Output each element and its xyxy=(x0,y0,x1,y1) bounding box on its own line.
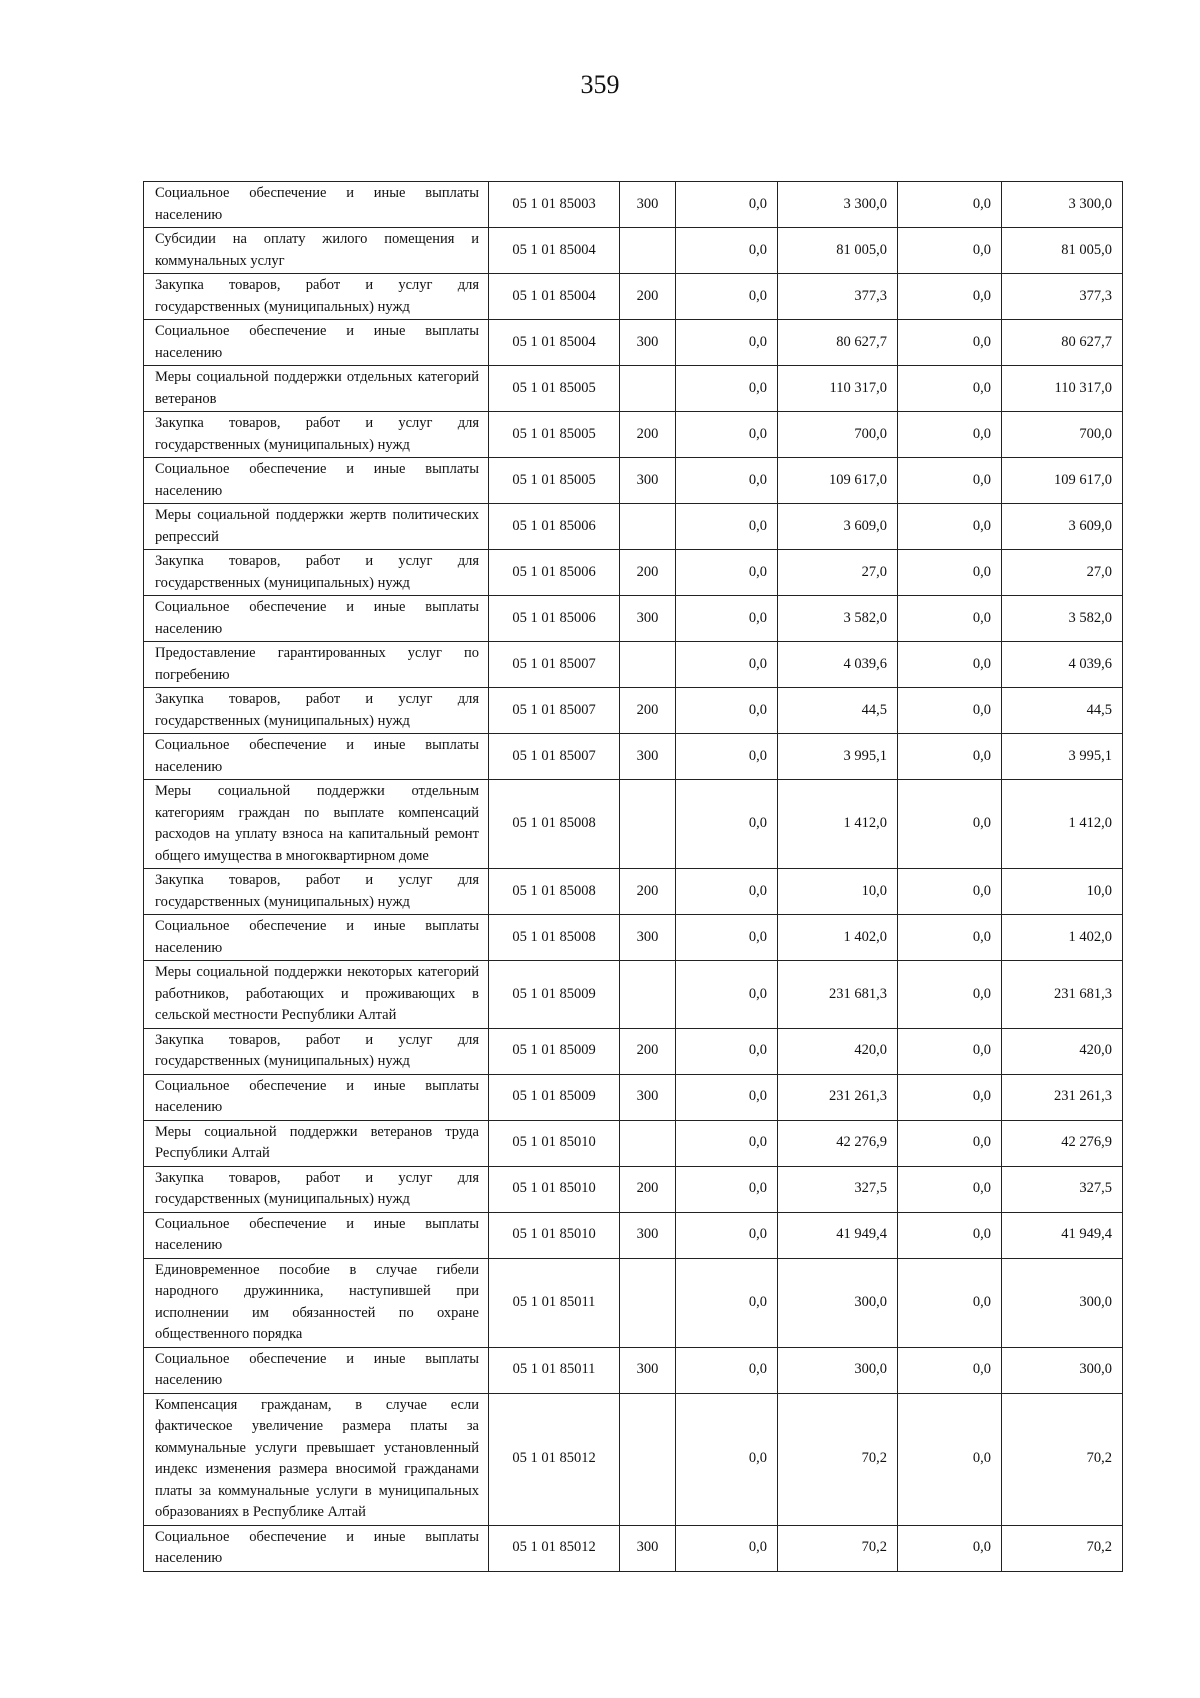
row-value-1-cell: 0,0 xyxy=(676,182,778,228)
row-value-2-cell: 3 995,1 xyxy=(778,734,898,780)
row-value-3-cell: 0,0 xyxy=(898,869,1002,915)
row-value-1-cell: 0,0 xyxy=(676,274,778,320)
row-type-cell: 200 xyxy=(620,869,676,915)
row-code-cell: 05 1 01 85011 xyxy=(489,1347,620,1393)
row-value-1-cell: 0,0 xyxy=(676,869,778,915)
row-value-1-cell: 0,0 xyxy=(676,1120,778,1166)
row-name-cell: Социальное обеспечение и иные выплаты населению xyxy=(144,596,489,642)
row-value-2-cell: 420,0 xyxy=(778,1028,898,1074)
row-name-cell: Меры социальной поддержки отдельным категориям граждан по выплате компенсаций расходов на уплату взноса на капитальный ремонт общего имущества в многоквартирном доме xyxy=(144,780,489,869)
row-type-cell: 200 xyxy=(620,1028,676,1074)
row-value-3-cell: 0,0 xyxy=(898,504,1002,550)
table-row xyxy=(144,915,1123,961)
row-value-4-cell: 3 300,0 xyxy=(1002,182,1123,228)
row-code-cell: 05 1 01 85008 xyxy=(489,869,620,915)
row-value-4-cell: 4 039,6 xyxy=(1002,642,1123,688)
row-type-cell: 300 xyxy=(620,320,676,366)
row-value-3-cell: 0,0 xyxy=(898,1120,1002,1166)
row-value-1-cell: 0,0 xyxy=(676,228,778,274)
table-row xyxy=(144,596,1123,642)
row-value-3-cell: 0,0 xyxy=(898,1212,1002,1258)
table-row xyxy=(144,550,1123,596)
table-row xyxy=(144,688,1123,734)
row-type-cell xyxy=(620,642,676,688)
row-type-cell: 200 xyxy=(620,688,676,734)
table-row xyxy=(144,504,1123,550)
row-value-4-cell: 41 949,4 xyxy=(1002,1212,1123,1258)
row-value-2-cell: 4 039,6 xyxy=(778,642,898,688)
row-value-2-cell: 42 276,9 xyxy=(778,1120,898,1166)
row-value-2-cell: 10,0 xyxy=(778,869,898,915)
row-code-cell: 05 1 01 85003 xyxy=(489,182,620,228)
row-value-2-cell: 300,0 xyxy=(778,1258,898,1347)
row-value-4-cell: 420,0 xyxy=(1002,1028,1123,1074)
row-type-cell xyxy=(620,366,676,412)
row-code-cell: 05 1 01 85012 xyxy=(489,1525,620,1571)
row-type-cell: 200 xyxy=(620,550,676,596)
row-value-3-cell: 0,0 xyxy=(898,734,1002,780)
row-name-cell: Социальное обеспечение и иные выплаты населению xyxy=(144,734,489,780)
row-value-4-cell: 80 627,7 xyxy=(1002,320,1123,366)
row-name-cell: Закупка товаров, работ и услуг для государственных (муниципальных) нужд xyxy=(144,1166,489,1212)
row-type-cell xyxy=(620,780,676,869)
row-code-cell: 05 1 01 85010 xyxy=(489,1212,620,1258)
row-value-2-cell: 70,2 xyxy=(778,1525,898,1571)
row-code-cell: 05 1 01 85004 xyxy=(489,228,620,274)
table-row xyxy=(144,1074,1123,1120)
row-value-2-cell: 70,2 xyxy=(778,1393,898,1525)
row-type-cell xyxy=(620,1258,676,1347)
row-value-1-cell: 0,0 xyxy=(676,1212,778,1258)
row-name-cell: Социальное обеспечение и иные выплаты населению xyxy=(144,915,489,961)
row-code-cell: 05 1 01 85010 xyxy=(489,1166,620,1212)
row-name-cell: Единовременное пособие в случае гибели народного дружинника, наступившей при исполнении им обязанностей по охране общественного порядка xyxy=(144,1258,489,1347)
row-value-3-cell: 0,0 xyxy=(898,1258,1002,1347)
row-value-1-cell: 0,0 xyxy=(676,1525,778,1571)
table-row xyxy=(144,320,1123,366)
row-value-2-cell: 27,0 xyxy=(778,550,898,596)
row-value-1-cell: 0,0 xyxy=(676,961,778,1029)
row-value-2-cell: 1 412,0 xyxy=(778,780,898,869)
row-name-cell: Социальное обеспечение и иные выплаты населению xyxy=(144,320,489,366)
row-name-cell: Социальное обеспечение и иные выплаты населению xyxy=(144,458,489,504)
row-type-cell: 300 xyxy=(620,1347,676,1393)
table-row xyxy=(144,1120,1123,1166)
row-name-cell: Закупка товаров, работ и услуг для государственных (муниципальных) нужд xyxy=(144,1028,489,1074)
row-code-cell: 05 1 01 85005 xyxy=(489,458,620,504)
row-type-cell: 200 xyxy=(620,412,676,458)
row-code-cell: 05 1 01 85005 xyxy=(489,366,620,412)
table-row xyxy=(144,412,1123,458)
row-value-4-cell: 1 412,0 xyxy=(1002,780,1123,869)
row-value-4-cell: 44,5 xyxy=(1002,688,1123,734)
row-value-2-cell: 41 949,4 xyxy=(778,1212,898,1258)
row-value-2-cell: 80 627,7 xyxy=(778,320,898,366)
row-name-cell: Компенсация гражданам, в случае если фактическое увеличение размера платы за коммунальные услуги превышает установленный индекс изменения размера вносимой гражданами платы за коммунальные услуги в муниципальных образованиях в Республике Алтай xyxy=(144,1393,489,1525)
row-type-cell: 300 xyxy=(620,1212,676,1258)
row-value-4-cell: 327,5 xyxy=(1002,1166,1123,1212)
row-value-3-cell: 0,0 xyxy=(898,915,1002,961)
row-code-cell: 05 1 01 85011 xyxy=(489,1258,620,1347)
row-value-4-cell: 10,0 xyxy=(1002,869,1123,915)
row-value-1-cell: 0,0 xyxy=(676,458,778,504)
table-row xyxy=(144,1212,1123,1258)
row-value-1-cell: 0,0 xyxy=(676,1258,778,1347)
table-row xyxy=(144,1166,1123,1212)
row-value-1-cell: 0,0 xyxy=(676,915,778,961)
row-type-cell: 300 xyxy=(620,182,676,228)
row-value-4-cell: 231 261,3 xyxy=(1002,1074,1123,1120)
row-value-2-cell: 44,5 xyxy=(778,688,898,734)
table-row xyxy=(144,642,1123,688)
row-name-cell: Меры социальной поддержки ветеранов труда Республики Алтай xyxy=(144,1120,489,1166)
row-value-2-cell: 81 005,0 xyxy=(778,228,898,274)
row-code-cell: 05 1 01 85008 xyxy=(489,780,620,869)
table-row xyxy=(144,366,1123,412)
row-value-4-cell: 27,0 xyxy=(1002,550,1123,596)
row-value-4-cell: 70,2 xyxy=(1002,1525,1123,1571)
row-value-4-cell: 300,0 xyxy=(1002,1258,1123,1347)
row-value-2-cell: 300,0 xyxy=(778,1347,898,1393)
row-value-2-cell: 700,0 xyxy=(778,412,898,458)
row-value-3-cell: 0,0 xyxy=(898,458,1002,504)
row-type-cell: 200 xyxy=(620,1166,676,1212)
row-name-cell: Меры социальной поддержки отдельных категорий ветеранов xyxy=(144,366,489,412)
row-code-cell: 05 1 01 85009 xyxy=(489,1074,620,1120)
row-name-cell: Социальное обеспечение и иные выплаты населению xyxy=(144,182,489,228)
row-type-cell xyxy=(620,1393,676,1525)
row-value-1-cell: 0,0 xyxy=(676,412,778,458)
table-row xyxy=(144,274,1123,320)
row-value-1-cell: 0,0 xyxy=(676,550,778,596)
row-value-2-cell: 110 317,0 xyxy=(778,366,898,412)
row-value-3-cell: 0,0 xyxy=(898,1393,1002,1525)
page-number: 359 xyxy=(580,70,620,99)
table-row xyxy=(144,1347,1123,1393)
row-value-1-cell: 0,0 xyxy=(676,1028,778,1074)
row-value-2-cell: 3 300,0 xyxy=(778,182,898,228)
row-value-4-cell: 42 276,9 xyxy=(1002,1120,1123,1166)
row-value-1-cell: 0,0 xyxy=(676,780,778,869)
row-value-1-cell: 0,0 xyxy=(676,734,778,780)
row-value-4-cell: 231 681,3 xyxy=(1002,961,1123,1029)
row-code-cell: 05 1 01 85007 xyxy=(489,642,620,688)
row-type-cell xyxy=(620,1120,676,1166)
row-type-cell xyxy=(620,228,676,274)
table-row xyxy=(144,961,1123,1029)
row-code-cell: 05 1 01 85008 xyxy=(489,915,620,961)
table-row xyxy=(144,228,1123,274)
row-value-3-cell: 0,0 xyxy=(898,182,1002,228)
row-type-cell: 300 xyxy=(620,596,676,642)
row-code-cell: 05 1 01 85009 xyxy=(489,1028,620,1074)
row-name-cell: Закупка товаров, работ и услуг для государственных (муниципальных) нужд xyxy=(144,412,489,458)
row-name-cell: Субсидии на оплату жилого помещения и коммунальных услуг xyxy=(144,228,489,274)
table-row xyxy=(144,182,1123,228)
row-name-cell: Социальное обеспечение и иные выплаты населению xyxy=(144,1525,489,1571)
row-code-cell: 05 1 01 85006 xyxy=(489,550,620,596)
row-name-cell: Закупка товаров, работ и услуг для государственных (муниципальных) нужд xyxy=(144,688,489,734)
row-code-cell: 05 1 01 85007 xyxy=(489,734,620,780)
row-value-4-cell: 3 995,1 xyxy=(1002,734,1123,780)
table-row xyxy=(144,869,1123,915)
row-value-3-cell: 0,0 xyxy=(898,1166,1002,1212)
row-type-cell: 300 xyxy=(620,734,676,780)
row-type-cell xyxy=(620,504,676,550)
row-name-cell: Закупка товаров, работ и услуг для государственных (муниципальных) нужд xyxy=(144,274,489,320)
row-value-1-cell: 0,0 xyxy=(676,366,778,412)
table-row xyxy=(144,780,1123,869)
row-value-4-cell: 81 005,0 xyxy=(1002,228,1123,274)
row-value-4-cell: 3 582,0 xyxy=(1002,596,1123,642)
row-code-cell: 05 1 01 85007 xyxy=(489,688,620,734)
row-value-3-cell: 0,0 xyxy=(898,596,1002,642)
row-value-3-cell: 0,0 xyxy=(898,1074,1002,1120)
row-value-4-cell: 70,2 xyxy=(1002,1393,1123,1525)
row-value-3-cell: 0,0 xyxy=(898,642,1002,688)
row-value-3-cell: 0,0 xyxy=(898,550,1002,596)
row-value-1-cell: 0,0 xyxy=(676,596,778,642)
row-type-cell: 300 xyxy=(620,1074,676,1120)
row-value-3-cell: 0,0 xyxy=(898,961,1002,1029)
table-row xyxy=(144,1525,1123,1571)
row-value-4-cell: 3 609,0 xyxy=(1002,504,1123,550)
table-row xyxy=(144,734,1123,780)
row-value-3-cell: 0,0 xyxy=(898,780,1002,869)
row-value-2-cell: 377,3 xyxy=(778,274,898,320)
row-value-2-cell: 109 617,0 xyxy=(778,458,898,504)
row-value-3-cell: 0,0 xyxy=(898,1525,1002,1571)
table-row xyxy=(144,1258,1123,1347)
row-name-cell: Социальное обеспечение и иные выплаты населению xyxy=(144,1347,489,1393)
row-value-1-cell: 0,0 xyxy=(676,1074,778,1120)
budget-table xyxy=(143,181,1123,1572)
row-code-cell: 05 1 01 85006 xyxy=(489,596,620,642)
row-code-cell: 05 1 01 85006 xyxy=(489,504,620,550)
row-value-1-cell: 0,0 xyxy=(676,1166,778,1212)
row-value-3-cell: 0,0 xyxy=(898,1028,1002,1074)
row-value-3-cell: 0,0 xyxy=(898,688,1002,734)
row-type-cell: 300 xyxy=(620,915,676,961)
row-value-1-cell: 0,0 xyxy=(676,320,778,366)
row-value-3-cell: 0,0 xyxy=(898,412,1002,458)
row-value-4-cell: 377,3 xyxy=(1002,274,1123,320)
row-name-cell: Социальное обеспечение и иные выплаты населению xyxy=(144,1212,489,1258)
row-code-cell: 05 1 01 85004 xyxy=(489,320,620,366)
row-value-2-cell: 327,5 xyxy=(778,1166,898,1212)
row-value-3-cell: 0,0 xyxy=(898,366,1002,412)
row-value-3-cell: 0,0 xyxy=(898,1347,1002,1393)
row-name-cell: Меры социальной поддержки некоторых категорий работников, работающих и проживающих в сельской местности Республики Алтай xyxy=(144,961,489,1029)
row-value-2-cell: 3 609,0 xyxy=(778,504,898,550)
row-value-4-cell: 109 617,0 xyxy=(1002,458,1123,504)
row-value-3-cell: 0,0 xyxy=(898,320,1002,366)
row-code-cell: 05 1 01 85012 xyxy=(489,1393,620,1525)
row-value-1-cell: 0,0 xyxy=(676,1347,778,1393)
row-value-4-cell: 300,0 xyxy=(1002,1347,1123,1393)
row-value-4-cell: 700,0 xyxy=(1002,412,1123,458)
row-value-2-cell: 231 681,3 xyxy=(778,961,898,1029)
table-row xyxy=(144,1028,1123,1074)
row-name-cell: Предоставление гарантированных услуг по погребению xyxy=(144,642,489,688)
row-name-cell: Социальное обеспечение и иные выплаты населению xyxy=(144,1074,489,1120)
row-value-2-cell: 3 582,0 xyxy=(778,596,898,642)
row-value-1-cell: 0,0 xyxy=(676,642,778,688)
row-name-cell: Закупка товаров, работ и услуг для государственных (муниципальных) нужд xyxy=(144,550,489,596)
row-name-cell: Меры социальной поддержки жертв политических репрессий xyxy=(144,504,489,550)
row-value-1-cell: 0,0 xyxy=(676,1393,778,1525)
row-value-4-cell: 110 317,0 xyxy=(1002,366,1123,412)
table-row xyxy=(144,458,1123,504)
row-type-cell: 200 xyxy=(620,274,676,320)
row-code-cell: 05 1 01 85005 xyxy=(489,412,620,458)
row-value-3-cell: 0,0 xyxy=(898,228,1002,274)
table-body xyxy=(144,182,1123,1572)
row-code-cell: 05 1 01 85009 xyxy=(489,961,620,1029)
row-code-cell: 05 1 01 85004 xyxy=(489,274,620,320)
row-value-2-cell: 231 261,3 xyxy=(778,1074,898,1120)
row-value-4-cell: 1 402,0 xyxy=(1002,915,1123,961)
table-row xyxy=(144,1393,1123,1525)
row-type-cell: 300 xyxy=(620,1525,676,1571)
row-type-cell xyxy=(620,961,676,1029)
row-value-1-cell: 0,0 xyxy=(676,688,778,734)
row-value-1-cell: 0,0 xyxy=(676,504,778,550)
row-type-cell: 300 xyxy=(620,458,676,504)
row-name-cell: Закупка товаров, работ и услуг для государственных (муниципальных) нужд xyxy=(144,869,489,915)
row-value-3-cell: 0,0 xyxy=(898,274,1002,320)
row-code-cell: 05 1 01 85010 xyxy=(489,1120,620,1166)
row-value-2-cell: 1 402,0 xyxy=(778,915,898,961)
